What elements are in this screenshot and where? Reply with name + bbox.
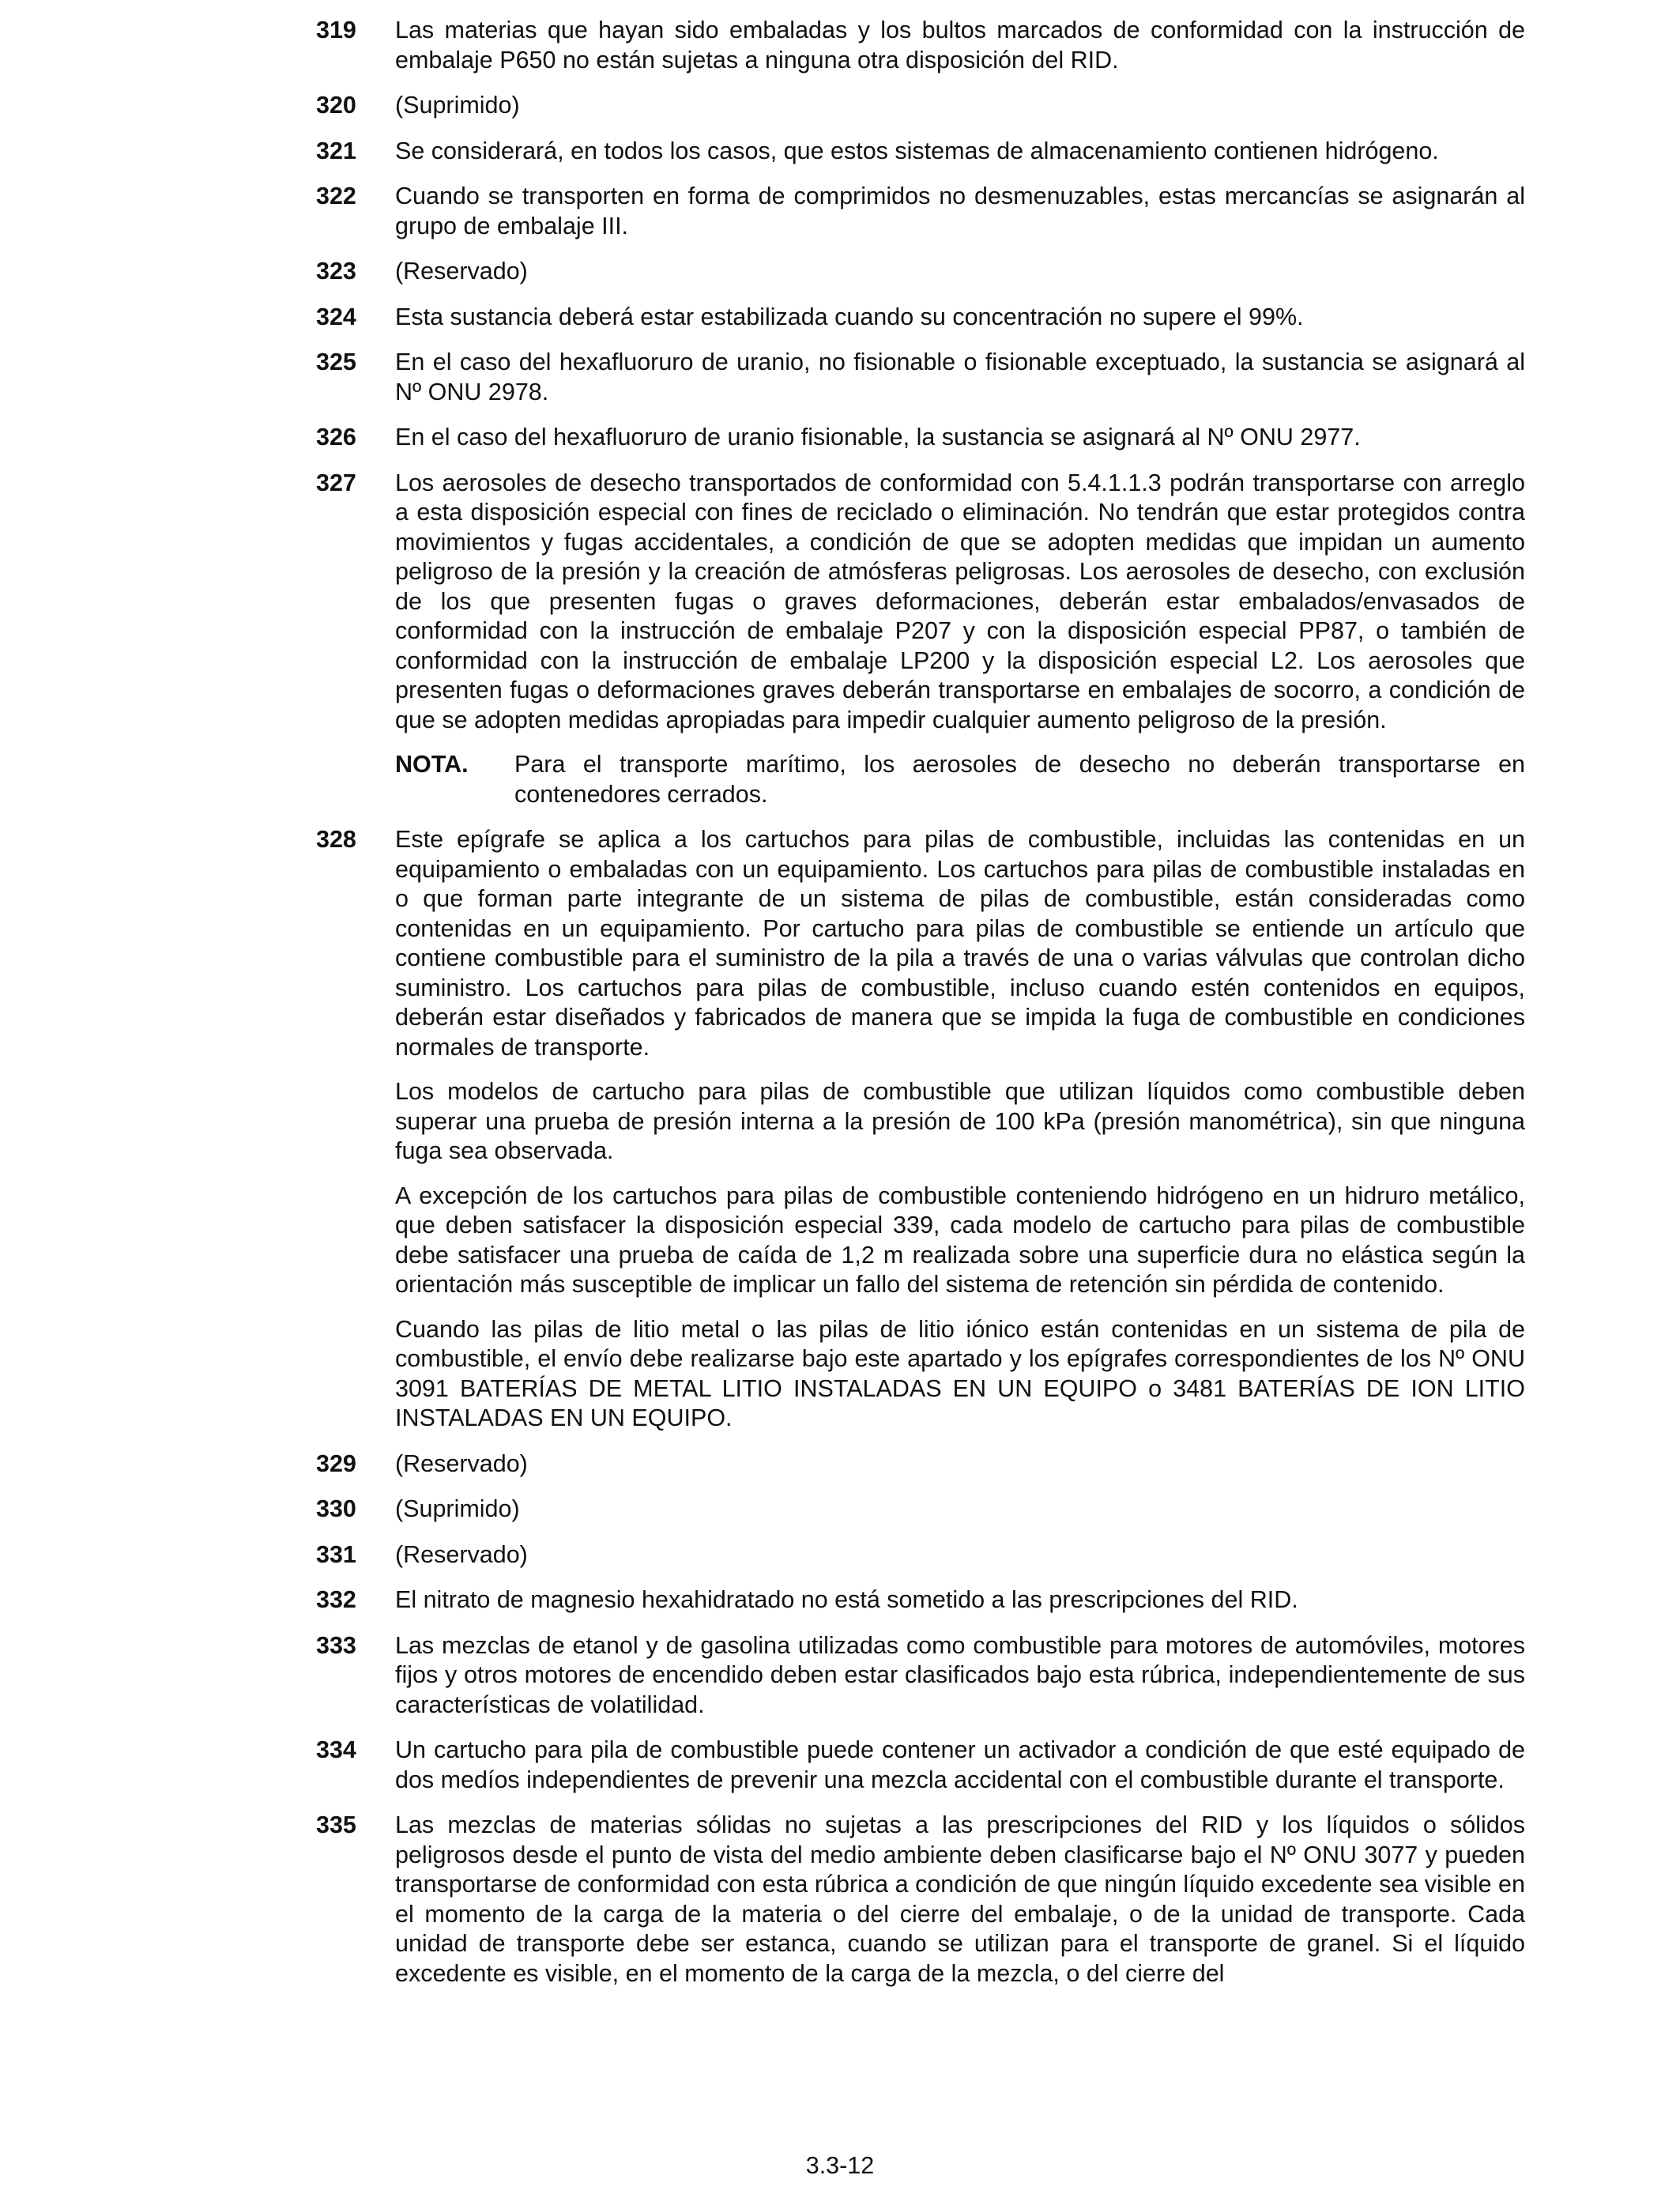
special-provisions-list xyxy=(316,16,1525,2004)
provision-number: 319 xyxy=(316,17,356,43)
provision-number: 321 xyxy=(316,137,356,164)
provision-entry xyxy=(316,1736,1525,1795)
provision-entry xyxy=(316,257,1525,287)
provision-entry xyxy=(316,1495,1525,1525)
provision-number: 329 xyxy=(316,1449,356,1477)
provision-number: 326 xyxy=(316,424,356,450)
provision-entry xyxy=(316,91,1525,121)
provision-paragraph: A excepción de los cartuchos para pilas de combustible conteniendo hidrógeno en un hidruro metálico, que deben satisfacer la disposición especial 339, cada modelo de cartucho para pilas de combustible debe satisfacer una prueba de caída de 1,2 m realizada sobre una superficie dura no elástica según la orientación más susceptible de implicar un fallo del sistema de retención sin pérdida de contenido. xyxy=(395,1182,1525,1298)
provision-paragraph: Cuando las pilas de litio metal o las pilas de litio iónico están contenidas en un sistema de pila de combustible, el envío debe realizarse bajo este apartado y los epígrafes correspondientes de los Nº ONU 3091 BATERÍAS DE METAL LITIO INSTALADAS EN UN EQUIPO o 3481 BATERÍAS DE ION LITIO INSTALADAS EN UN EQUIPO. xyxy=(395,1315,1525,1431)
provision-entry xyxy=(316,1540,1525,1570)
provision-number: 332 xyxy=(316,1586,356,1613)
provision-paragraph: Un cartucho para pila de combustible puede contener un activador a condición de que esté equipado de dos medíos independientes de prevenir una mezcla accidental con el combustible durante el transporte. xyxy=(395,1736,1525,1793)
provision-entry xyxy=(316,1449,1525,1480)
provision-paragraph: Esta sustancia deberá estar estabilizada cuando su concentración no supere el 99%. xyxy=(395,303,1304,330)
provision-paragraph: Las mezclas de materias sólidas no sujetas a las prescripciones del RID y los líquidos o sólidos peligrosos desde el punto de vista del medio ambiente deben clasificarse bajo el Nº ONU 3077 y pueden transportarse de conformidad con esta rúbrica a condición de que ningún líquido excedente sea visible en el momento de la carga de la materia o del cierre del embalaje, o de la unidad de transporte. Cada unidad de transporte debe ser estanca, cuando se utilizan para el transporte de granel. Si el líquido excedente es visible, en el momento de la carga de la mezcla, o del cierre del xyxy=(395,1811,1525,1987)
provision-number: 330 xyxy=(316,1495,356,1522)
provision-number: 323 xyxy=(316,258,356,285)
note-text: Para el transporte marítimo, los aerosoles de desecho no deberán transportarse en contenedores cerrados. xyxy=(514,751,1525,808)
provision-number: 322 xyxy=(316,183,356,209)
provision-number: 320 xyxy=(316,92,356,119)
provision-entry xyxy=(316,303,1525,333)
provision-entry xyxy=(316,1631,1525,1721)
provision-paragraph: En el caso del hexafluoruro de uranio fisionable, la sustancia se asignará al Nº ONU 2977. xyxy=(395,424,1361,450)
provision-paragraph: Las materias que hayan sido embaladas y los bultos marcados de conformidad con la instrucción de embalaje P650 no están sujetas a ninguna otra disposición del RID. xyxy=(395,17,1525,74)
provision-note xyxy=(395,750,1525,809)
provision-number: 328 xyxy=(316,826,356,853)
provision-number: 334 xyxy=(316,1736,356,1763)
provision-paragraph: Cuando se transporten en forma de comprimidos no desmenuzables, estas mercancías se asignarán al grupo de embalaje III. xyxy=(395,183,1525,239)
provision-number: 325 xyxy=(316,349,356,375)
provision-paragraph: (Reservado) xyxy=(395,1449,528,1477)
provision-number: 324 xyxy=(316,303,356,330)
provision-number: 335 xyxy=(316,1811,356,1838)
provision-entry xyxy=(316,348,1525,407)
page-number: 3.3-12 xyxy=(805,2152,875,2179)
provision-entry xyxy=(316,825,1525,1434)
provision-entry xyxy=(316,182,1525,241)
provision-paragraph: El nitrato de magnesio hexahidratado no está sometido a las prescripciones del RID. xyxy=(395,1586,1298,1613)
note-label: NOTA. xyxy=(395,751,469,778)
provision-number: 333 xyxy=(316,1631,356,1659)
provision-entry xyxy=(316,469,1525,810)
provision-paragraph: Las mezclas de etanol y de gasolina utilizadas como combustible para motores de automóviles, motores fijos y otros motores de encendido deben estar clasificados bajo esta rúbrica, independientemente de sus características de volatilidad. xyxy=(395,1631,1525,1718)
provision-paragraph: (Reservado) xyxy=(395,1540,528,1568)
provision-paragraph: Los aerosoles de desecho transportados de conformidad con 5.4.1.1.3 podrán transportarse con arreglo a esta disposición especial con fines de reciclado o eliminación. No tendrán que estar protegidos contra movimientos y fugas accidentales, a condición de que se adopten medidas que impidan un aumento peligroso de la presión y la creación de atmósferas peligrosas. Los aerosoles de desecho, con exclusión de los que presenten fugas o graves deformaciones, deberán estar embalados/envasados de conformidad con la instrucción de embalaje P207 y con la disposición especial PP87, o también de conformidad con la instrucción de embalaje LP200 y la disposición especial L2. Los aerosoles que presenten fugas o deformaciones graves deberán transportarse en embalajes de socorro, a condición de que se adopten medidas apropiadas para impedir cualquier aumento peligroso de la presión. xyxy=(395,469,1525,733)
provision-number: 327 xyxy=(316,469,356,496)
provision-paragraph: (Suprimido) xyxy=(395,92,520,119)
provision-entry xyxy=(316,1585,1525,1615)
provision-paragraph: (Reservado) xyxy=(395,258,528,285)
provision-paragraph: En el caso del hexafluoruro de uranio, no fisionable o fisionable exceptuado, la sustancia se asignará al Nº ONU 2978. xyxy=(395,349,1525,405)
provision-paragraph: Este epígrafe se aplica a los cartuchos para pilas de combustible, incluidas las contenidas en un equipamiento o embaladas con un equipamiento. Los cartuchos para pilas de combustible instaladas en o que forman parte integrante de un sistema de pilas de combustible, están consideradas como contenidas en un equipamiento. Por cartucho para pilas de combustible se entiende un artículo que contiene combustible para el suministro de la pila a través de una o varias válvulas que controlan dicho suministro. Los cartuchos para pilas de combustible, incluso cuando estén contenidos en equipos, deberán estar diseñados y fabricados de manera que se impida la fuga de combustible en condiciones normales de transporte. xyxy=(395,826,1525,1061)
provision-number: 331 xyxy=(316,1540,356,1568)
provision-paragraph: Los modelos de cartucho para pilas de combustible que utilizan líquidos como combustible deben superar una prueba de presión interna a la presión de 100 kPa (presión manométrica), sin que ninguna fuga sea observada. xyxy=(395,1078,1525,1164)
provision-entry xyxy=(316,137,1525,167)
provision-entry xyxy=(316,16,1525,75)
provision-paragraph: (Suprimido) xyxy=(395,1495,520,1522)
provision-entry xyxy=(316,423,1525,453)
provision-entry xyxy=(316,1811,1525,1989)
provision-paragraph: Se considerará, en todos los casos, que estos sistemas de almacenamiento contienen hidrógeno. xyxy=(395,137,1439,164)
